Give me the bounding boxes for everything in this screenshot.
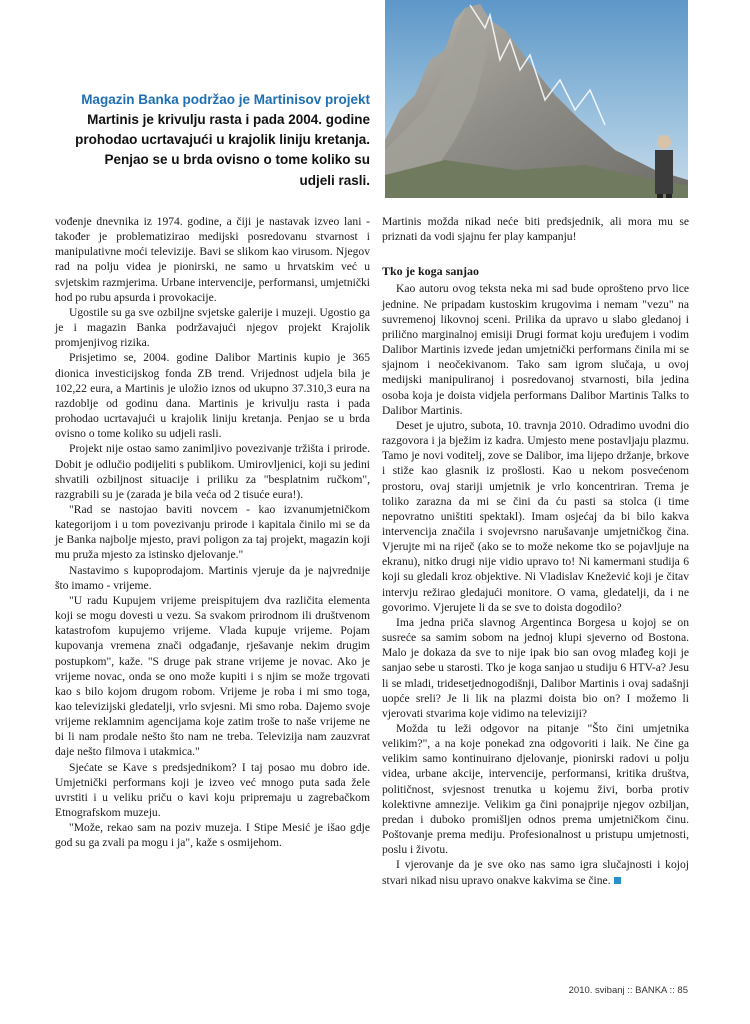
paragraph: Prisjetimo se, 2004. godine Dalibor Martinis kupio je 365 dionica investicijskog fonda ZB trend. Vrijednost udjela bila je 102,22 eura, a Martinis je uložio iznos od ukupno 37.310,3 eura na razdoblje od godinu dana. Martinis je krivulju rasta i pada prohodao ucrtavajući u krajolik liniju kretanja. Penjao se u brda ovisno o tome koliko su udjeli rasli. bbox=[55, 351, 370, 441]
article-column-left bbox=[55, 214, 370, 851]
caption-line: udjeli rasli. bbox=[299, 172, 370, 188]
photo-caption bbox=[50, 90, 370, 191]
paragraph: Možda tu leži odgovor na pitanje "Što čini umjetnika velikim?", a na koje ponekad zna odgovoriti i laik. Ne čine ga velikim samo kontinuirano djelovanje, pionirski radovi u polju videa, urbane akcije, intervencije, performansi, kritika društva, političnost, svjesnost trenutka u kojemu živi, borba protiv kolektivne amnezije. Velikim ga čini ponajprije njegov ozbiljan, predan i duboko promišljen odnos prema umjetničkom činu. Poštovanje prema mediju. Profesionalnost u pristupu umjetnosti, poslu i životu. bbox=[382, 722, 689, 857]
paragraph: Kao autoru ovog teksta neka mi sad bude oprošteno prvo lice jednine. Ne pripadam kustoskim krugovima i nemam "vezu" na suvremenoj likovnoj sceni. Prilika da upravo u slabo gledanoj i prilično marginalnoj emisiji Drugi format koju uređujem i vodim Dalibor Martinis izvede jedan umjetnički performans činila mi se sjajnom i neočekivanom. Tako sam igrom slučaja, u ovoj medijski manipuliranoj i posredovanoj stvarnosti, bila jedina osoba koja je doista vidjela performans Dalibor Martinis Talks to Dalibor Martinis. bbox=[382, 282, 689, 417]
caption-line: Penjao se u brda ovisno o tome koliko su bbox=[104, 152, 370, 168]
paragraph: Projekt nije ostao samo zanimljivo povezivanje tržišta i prirode. Dobit je odlučio podijeliti s publikom. Umirovljenici, koji su jedini shvatili ozbiljnost situacije i priliku za "besplatnim ručkom", razgrabili su je (zarada je bila veća od 2 tisuće eura!). bbox=[55, 442, 370, 501]
paragraph: vođenje dnevnika iz 1974. godine, a čiji je nastavak izveo lani - također je problematizirao medijski posredovanu stvarnost i manipulativne moći televizije. Bavi se slikom kao virusom. Njegov rad na polju videa je pionirski, ne samo u hrvatskim već u svjetskim razmjerima. Urbane intervencije, performansi, umjetnički hod po rubu apsurda i provokacije. bbox=[55, 215, 370, 304]
paragraph: "Rad se nastojao baviti novcem - kao izvanumjetničkom kategorijom i u tom povezivanju prirode i kapitala činilo mi se da je Banka najbolje mjesto, pravi poligon za taj projekt, magazin koji mu pruža mjesto za istinsko djelovanje." bbox=[55, 502, 370, 562]
mountain-photo bbox=[385, 0, 688, 198]
caption-title: Magazin Banka podržao je Martinisov projekt bbox=[81, 92, 370, 107]
paragraph: Deset je ujutro, subota, 10. travnja 2010. Odradimo uvodni dio razgovora i ja bježim iz kadra. Umjesto mene postavljaju plazmu. Tamo je novi voditelj, zove se Dalibor, ima lijepo držanje, brkove i stiže kao glasnik iz prošlosti. Kao u nekom posvećenom prostoru, ovaj stariji umjetnik je vrlo koncentriran. Trema je toliko zarazna da mi se čini da ću pasti sa stolca (i time nepovratno uništiti spektakl). Imam osjećaj da bi bilo kakva intervencija značila i svojevrsno narušavanje umjetničkog čina. Vjerujte mi na riječ (ako se to može nekome tko se pojavljuje na ekranu), nitko drugi nije vidio upravo to! Ni kamermani studija 6 koji su gledali kroz objektive. Ni Vladislav Knežević koji je čitav intervju režirao gledajući monitore. O vama, gledatelji, da i ne govorimo. Vjerujete li da se sve to doista dogodilo? bbox=[382, 418, 689, 614]
page-footer: 2010. svibanj :: BANKA :: 85 bbox=[568, 985, 688, 996]
caption-text bbox=[50, 110, 370, 191]
caption-line: prohodao ucrtavajući u krajolik liniju kretanja. bbox=[75, 132, 370, 148]
end-mark-icon bbox=[614, 877, 621, 884]
paragraph: "Može, rekao sam na poziv muzeja. I Stipe Mesić je išao gdje god su ga zvali pa mogu i ja", kaže s osmijehom. bbox=[55, 821, 370, 850]
paragraph: "U radu Kupujem vrijeme preispitujem dva različita elementa koji se mogu dovesti u vezu. Sa svakom prirodnom ili društvenom katastrofom kupujemo vrijeme. Vlada kupuje vrijeme. Pojam kupovanja vremena znači odgađanje, rješavanje nekim drugim postupkom", kaže. "S druge pak strane vrijeme je novac. Ako je vrijeme novac, onda se ono može kupiti i s njim se može trgovati kao s bilo kojom drugom robom. Vrijeme je roba i mi smo toga, kao televizijski gledatelji, vrlo svjesni. Mi smo roba. Dajemo svoje vrijeme reklamnim agencijama koje zatim troše to naše vrijeme ne bi li nam prodale nešto što nam ne treba. Televizija nam zauzvrat daje nešto filmova i utakmica." bbox=[55, 593, 370, 759]
paragraph bbox=[382, 857, 689, 887]
paragraph: Ima jedna priča slavnog Argentinca Borgesa u kojoj se on susreće sa samim sobom na jednoj klupi sjeverno od Bostona. Malo je dokaza da sve to nije ipak bio san ovog mlađeg koji je sanjao sebe u starosti. Tko je koga sanjao u studiju 6 HTV-a? Jesu li se mladi, tridesetjednogodišnji, Dalibor Martinis i ovaj sadašnji uopće sreli? Je li lik na plazmi doista bio on? I možemo li vjerovati stvarima koje vidimo na televiziji? bbox=[382, 615, 689, 720]
caption-line: Martinis je krivulju rasta i pada 2004. godine bbox=[87, 112, 370, 127]
paragraph: Nastavimo s kupoprodajom. Martinis vjeruje da je najvrednije što imamo - vrijeme. bbox=[55, 563, 370, 592]
article-column-right bbox=[382, 214, 689, 888]
closing-text: I vjerovanje da je sve oko nas samo igra slučajnosti i kojoj stvari nikad nisu upravo onakve kakvima se čine. bbox=[382, 858, 689, 887]
paragraph: Martinis možda nikad neće biti predsjednik, ali mora mu se priznati da vodi sjajnu fer play kampanju! bbox=[382, 215, 689, 244]
paragraph: Ugostile su ga sve ozbiljne svjetske galerije i muzeji. Ugostio ga je i magazin Banka podržavajući njegov projekt Krajolik promjenjivog rizika. bbox=[55, 305, 370, 350]
section-heading: Tko je koga sanjao bbox=[382, 264, 480, 279]
paragraph: Sjećate se Kave s predsjednikom? I taj posao mu dobro ide. Umjetnički performans koji je izveo već mnogo puta sada žele uvrstiti i u veliku priču o kavi koju pripremaju u zagrebačkom Etnografskom muzeju. bbox=[55, 760, 370, 820]
